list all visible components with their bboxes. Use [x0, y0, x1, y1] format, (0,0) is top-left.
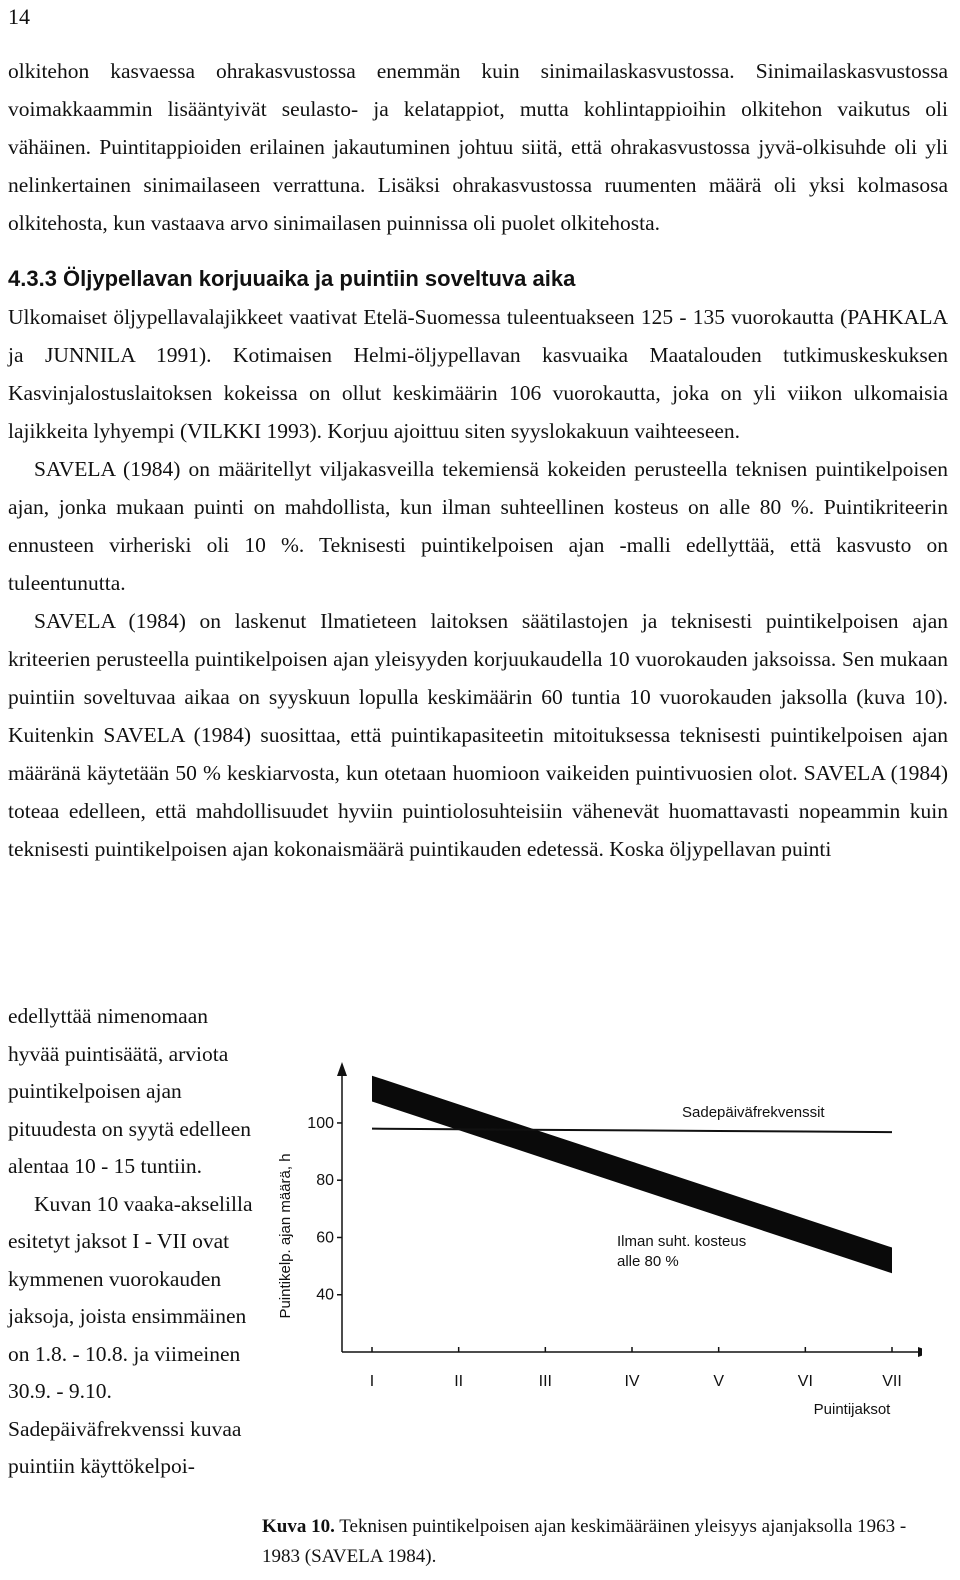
- x-tick-label: VI: [797, 1373, 813, 1390]
- paragraph-3: SAVELA (1984) on laskenut Ilmatieteen laitoksen säätilastojen ja teknisesti puintikelpoisen ajan kriteerien perusteella puintikelpoisen ajan yleisyyden korjuukaudella 10 vuorokauden jaksoissa. Sen mukaan puintiin soveltuvaa aikaa on syyskuun lopulla keskimäärin 60 tuntia 10 vuorokauden jaksolla (kuva 10). Kuitenkin SAVELA (1984) suosittaa, että puintikapasiteetin mitoituksessa teknisesti puintikelpoisen ajan määränä käytetään 50 % keskiarvosta, kun otetaan huomioon vaikeiden puintivuosien olot. SAVELA (1984) toteaa edelleen, että mahdollisuudet hyviin puintiolosuhteisiin vähenevät huomattavasti nopeammin kuin teknisesti puintikelpoisen ajan kokonaismäärä puintikauden edetessä. Koska öljypellavan puinti: [8, 609, 948, 861]
- annotation-rain-frequency: Sadepäiväfrekvenssit: [682, 1103, 825, 1121]
- y-tick-label: 40: [316, 1286, 334, 1304]
- side-paragraph-2: Kuvan 10 vaaka-akselilla esitetyt jaksot I - VII ovat kymmenen vuorokauden jaksoja, joista ensimmäinen on 1.8. - 10.8. ja viimeinen 30.9. - 9.10. Sadepäiväfrekvenssi kuvaa puintiin käyttökelpoi-: [8, 1191, 253, 1478]
- annotation-humidity-line1: Ilman suht. kosteus: [617, 1233, 747, 1250]
- x-tick-label: V: [713, 1373, 725, 1390]
- side-paragraph-1: edellyttää nimenomaan hyvää puintisäätä, arviota puintikelpoisen ajan pituudesta on syytä edelleen alentaa 10 - 15 tuntiin.: [8, 1004, 251, 1178]
- x-axis-arrow: [918, 1347, 922, 1357]
- paragraph-1: Ulkomaiset öljypellavalajikkeet vaativat Etelä-Suomessa tuleentuakseen 125 - 135 vuorokautta (PAHKALA ja JUNNILA 1991). Kotimaisen Helmi-öljypellavan kasvuaika Maatalouden tutkimuskeskuksen Kasvinjalostuslaitoksen kokeissa on ollut keskimäärin 106 vuorokautta, joka on yli viikon ulkomaisia lajikkeita lyhyempi (VILKKI 1993). Korjuu ajoittuu siten syyslokakuun vaihteeseen.: [8, 305, 948, 443]
- section-heading: 4.3.3 Öljypellavan korjuuaika ja puintiin soveltuva aika: [8, 266, 576, 291]
- figure-caption: [262, 1512, 912, 1572]
- caption-text: Teknisen puintikelpoisen ajan keskimääräinen yleisyys ajanjaksolla 1963 - 1983 (SAVELA 1984).: [262, 1516, 907, 1567]
- x-axis-label: Puintijaksot: [813, 1401, 891, 1418]
- x-tick-label: I: [369, 1373, 375, 1390]
- y-tick-label: 80: [316, 1172, 334, 1190]
- y-axis-label: Puintikelp. ajan määrä, h: [277, 1153, 294, 1319]
- y-tick-label: 100: [307, 1114, 334, 1132]
- paragraph-intro: olkitehon kasvaessa ohrakasvustossa enemmän kuin sinimailaskasvustossa. Sinimailaskasvustossa voimakkaammin lisääntyivät seulasto- ja kelatappiot, mutta kohlintappioihin olkitehon vaikutus oli vähäinen. Puintitappioiden erilainen jakautuminen johtuu siitä, että ohrakasvustossa jyvä-olkisuhde oli yli nelinkertainen sinimailaseen verrattuna. Lisäksi ohrakasvustossa ruumenten määrä oli yksi kolmasosa olkitehosta, kun vastaava arvo sinimailasen puinnissa oli puolet olkitehosta.: [8, 59, 948, 235]
- side-text-column: [8, 998, 256, 1486]
- y-axis-arrow: [337, 1062, 347, 1076]
- page-number: 14: [8, 4, 30, 29]
- x-tick-label: III: [538, 1373, 553, 1390]
- main-text: [8, 52, 948, 868]
- paragraph-2: SAVELA (1984) on määritellyt viljakasveilla tekemiensä kokeiden perusteella teknisen puintikelpoisen ajan, jonka mukaan puinti on mahdollista, kun ilman suhteellinen kosteus on alle 80 %. Puintikriteerin ennusteen virheriski oli 10 %. Teknisesti puintikelpoisen ajan -malli edellyttää, että kasvusto on tuleentunutta.: [8, 457, 948, 595]
- x-tick-label: VII: [882, 1373, 902, 1390]
- x-tick-label: II: [454, 1373, 464, 1390]
- series-rain-frequency-line: [372, 1129, 892, 1132]
- chart: [262, 1060, 922, 1500]
- caption-label: Kuva 10.: [262, 1516, 335, 1537]
- y-tick-label: 60: [316, 1229, 334, 1247]
- annotation-humidity-line2: alle 80 %: [617, 1253, 679, 1270]
- figure-10: [262, 1060, 922, 1500]
- x-tick-label: IV: [624, 1373, 640, 1390]
